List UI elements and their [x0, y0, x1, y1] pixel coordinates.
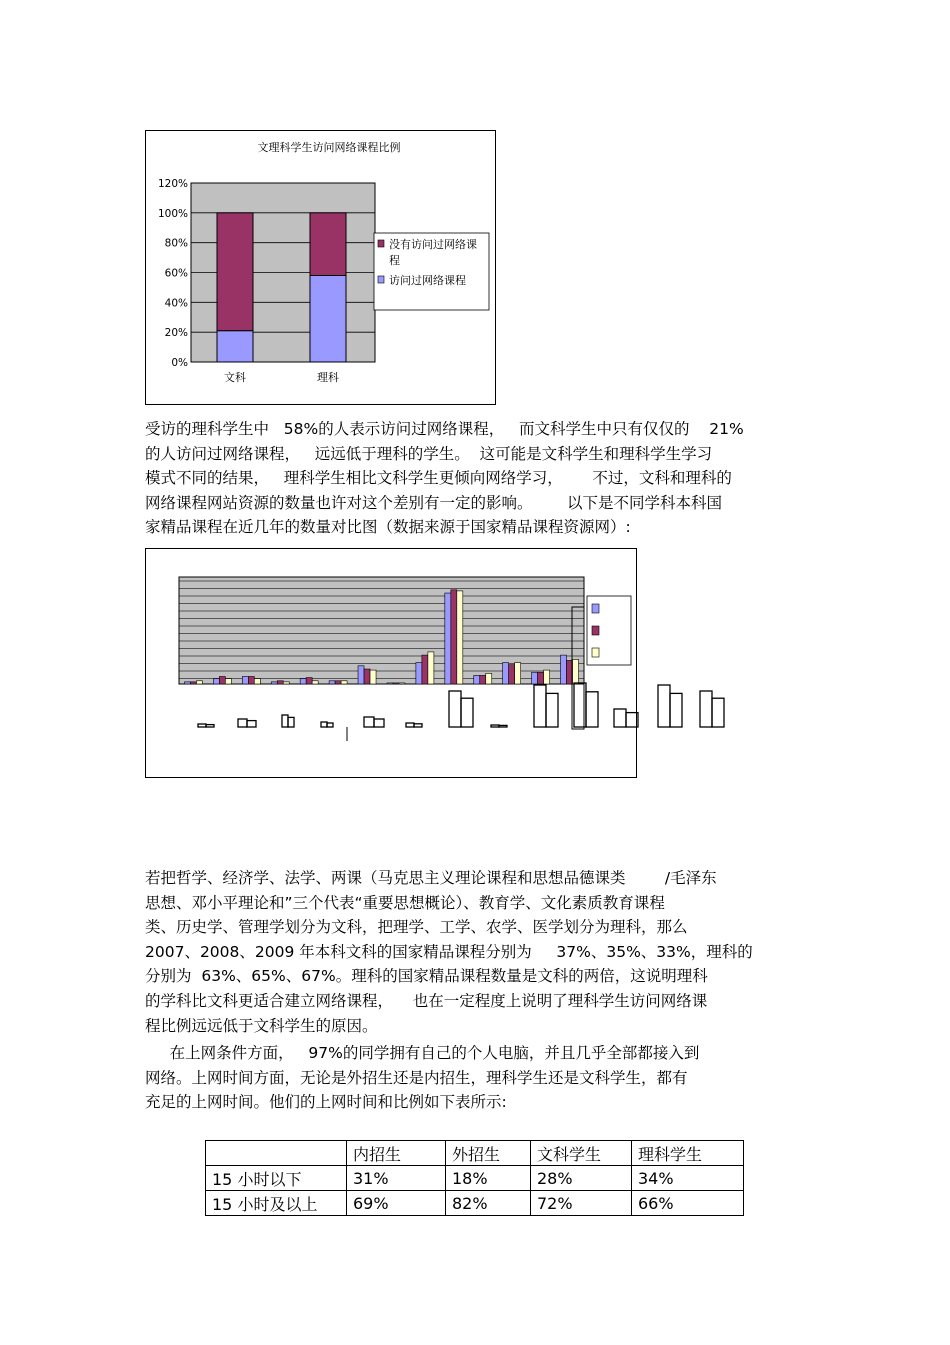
paragraph-internet-conditions	[145, 1041, 815, 1115]
bar-segment	[310, 275, 346, 362]
chart-course-access-ratio-svg	[146, 131, 497, 406]
artifact-bar	[247, 721, 256, 727]
table-cell: 31%	[347, 1166, 446, 1191]
artifact-bar	[670, 693, 682, 727]
artifact-bar	[614, 709, 626, 727]
artifact-bar	[327, 723, 333, 727]
bar	[225, 679, 231, 684]
bar	[254, 679, 260, 684]
bar	[457, 591, 463, 684]
paragraph-line: 网络课程网站资源的数量也许对这个差别有一定的影响。 以下是不同学科本科国	[145, 493, 722, 512]
y-tick-label: 60%	[164, 267, 188, 280]
x-tick-label: 文科	[224, 371, 246, 384]
bar	[184, 682, 190, 684]
bar	[196, 681, 202, 684]
bar	[544, 670, 550, 684]
table-header-cell: 内招生	[347, 1141, 446, 1166]
bar	[242, 677, 248, 684]
bar	[370, 670, 376, 684]
bar-segment	[310, 213, 346, 276]
paragraph-line: 受访的理科学生中 58%的人表示访问过网络课程， 而文科学生中只有仅仅的 21%	[145, 420, 744, 438]
bar	[573, 659, 579, 684]
y-tick-label: 20%	[164, 327, 188, 340]
paragraph-line: 在上网条件方面， 97%的同学拥有自己的个人电脑，并且几乎全部都接入到	[145, 1044, 700, 1062]
paragraph-line: 充足的上网时间。他们的上网时间和比例如下表所示:	[145, 1093, 507, 1112]
legend-swatch	[592, 604, 599, 613]
artifact-bar	[534, 685, 546, 727]
artifact-bar	[712, 698, 724, 727]
bar	[474, 675, 480, 684]
artifact-bar	[626, 713, 638, 727]
bar	[364, 669, 370, 684]
bar	[312, 681, 318, 684]
chart-course-access-ratio	[145, 130, 496, 405]
bar	[358, 666, 364, 684]
table-cell: 66%	[632, 1191, 744, 1216]
chart-quality-course-counts-svg	[146, 549, 746, 779]
legend-swatch	[378, 240, 384, 247]
bar	[300, 679, 306, 684]
artifact-bar	[461, 698, 473, 727]
artifact-bar	[499, 725, 507, 727]
artifact-bar	[238, 719, 247, 727]
x-tick-label: 理科	[317, 371, 339, 384]
bar	[486, 673, 492, 684]
paragraph-line: 2007、2008、2009 年本科文科的国家精品课程分别为 37%、35%、33%，理科的	[145, 942, 753, 961]
bar	[329, 681, 335, 684]
bar	[213, 679, 219, 684]
bar	[277, 681, 283, 684]
table-cell: 34%	[632, 1166, 744, 1191]
y-tick-label: 40%	[164, 297, 188, 310]
bar	[515, 663, 521, 684]
bar	[445, 593, 451, 684]
bar	[393, 683, 399, 684]
legend-label: 程	[389, 254, 400, 267]
bar	[283, 682, 289, 684]
legend-label: 没有访问过网络课	[389, 238, 477, 251]
bar	[387, 683, 393, 684]
bar	[428, 652, 434, 684]
artifact-bar	[198, 724, 206, 727]
table-cell: 72%	[531, 1191, 632, 1216]
bar	[451, 590, 457, 684]
bar	[219, 677, 225, 684]
legend-swatch	[592, 648, 599, 657]
table-row	[206, 1166, 744, 1191]
artifact-bar	[414, 724, 422, 727]
artifact-bar	[288, 717, 294, 727]
paragraph-line: 的学科比文科更适合建立网络课程， 也在一定程度上说明了理科学生访问网络课	[145, 991, 708, 1010]
table-header-cell	[206, 1141, 347, 1166]
table-header-cell: 外招生	[446, 1141, 531, 1166]
bar	[532, 672, 538, 684]
bar	[422, 655, 428, 684]
paragraph-line: 类、历史学、管理学划分为文科，把理学、工学、农学、医学划分为理科，那么	[145, 918, 688, 937]
paragraph-line: 若把哲学、经济学、法学、两课（马克思主义理论课程和思想品德课类 /毛泽东	[145, 869, 717, 887]
plot-area	[179, 577, 584, 684]
bar-segment	[217, 213, 253, 331]
table-cell: 15 小时及以上	[206, 1191, 347, 1216]
paragraph-line: 思想、邓小平理论和”三个代表“重要思想概论）、教育学、文化素质教育课程	[145, 893, 665, 912]
artifact-bar	[546, 693, 558, 727]
paragraph-line: 的人访问过网络课程， 远远低于理科的学生。 这可能是文科学生和理科学生学习	[145, 444, 713, 463]
artifact-bar	[658, 685, 670, 727]
artifact-bar	[491, 725, 499, 727]
table-cell: 15 小时以下	[206, 1166, 347, 1191]
artifact-bar	[282, 715, 288, 727]
table-row	[206, 1191, 744, 1216]
chart-quality-course-counts	[145, 548, 637, 778]
paragraph-line: 网络。上网时间方面，无论是外招生还是内招生，理科学生还是文科学生，都有	[145, 1068, 688, 1087]
bar	[480, 675, 486, 684]
bar	[399, 683, 405, 684]
table-cell: 69%	[347, 1191, 446, 1216]
y-tick-label: 0%	[171, 357, 188, 369]
table-cell: 18%	[446, 1166, 531, 1191]
bar	[561, 655, 567, 684]
artifact-bar	[374, 719, 384, 727]
paragraph-line: 家精品课程在近几年的数量对比图（数据来源于国家精品课程资源网）:	[145, 518, 631, 537]
paragraph-line: 模式不同的结果， 理科学生相比文科学生更倾向网络学习， 不过，文科和理科的	[145, 469, 732, 488]
bar-segment	[217, 331, 253, 362]
artifact-bar	[364, 717, 374, 727]
artifact-bar	[206, 725, 214, 727]
legend-label: 访问过网络课程	[389, 274, 466, 287]
y-tick-label: 100%	[157, 207, 188, 220]
legend-swatch	[592, 626, 599, 635]
bar	[538, 672, 544, 684]
paragraph-line: 分别为 63%、65%、67%。理科的国家精品课程数量是文科的两倍，这说明理科	[145, 967, 708, 986]
artifact-bar	[321, 722, 327, 727]
legend-swatch	[378, 276, 384, 283]
table-header-row	[206, 1141, 744, 1166]
paragraph-course-access	[145, 417, 815, 540]
y-tick-label: 80%	[164, 237, 188, 250]
paragraph-line: 程比例远远低于文科学生的原因。	[145, 1016, 378, 1035]
online-time-table	[205, 1140, 744, 1216]
paragraph-subject-classification	[145, 866, 815, 1038]
bar	[335, 681, 341, 684]
table-cell: 28%	[531, 1166, 632, 1191]
bar	[341, 681, 347, 684]
table-header-cell: 理科学生	[632, 1141, 744, 1166]
bar	[271, 682, 277, 684]
bar	[503, 663, 509, 684]
artifact-bar	[586, 692, 598, 727]
y-tick-label: 120%	[157, 178, 188, 190]
bar	[509, 665, 515, 684]
bar	[248, 677, 254, 684]
table-cell: 82%	[446, 1191, 531, 1216]
bar	[416, 663, 422, 684]
chart-title: 文理科学生访问网络课程比例	[257, 141, 401, 154]
bar	[306, 678, 312, 684]
bar	[190, 682, 196, 684]
artifact-bar	[700, 691, 712, 727]
artifact-bar	[449, 691, 461, 727]
artifact-bar	[406, 723, 414, 727]
table-header-cell: 文科学生	[531, 1141, 632, 1166]
